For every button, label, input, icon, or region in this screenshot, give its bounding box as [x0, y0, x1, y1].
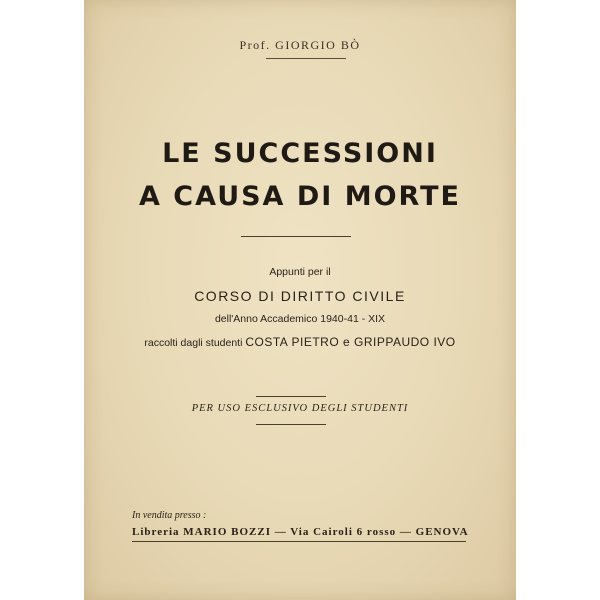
appunti-text: Appunti per il — [269, 266, 331, 278]
lower-rule — [256, 424, 326, 425]
collected-by — [84, 335, 516, 349]
academic-year: dell'Anno Accademico 1940-41 - XIX — [214, 313, 386, 325]
collected-by-prefix: raccolti dagli studenti — [144, 337, 246, 349]
course-title: CORSO DI DIRITTO CIVILE — [194, 288, 406, 304]
bookshop-address: Libreria MARIO BOZZI — Via Cairoli 6 rosso — GENOVA — [132, 526, 469, 538]
student-use-notice: PER USO ESCLUSIVO DEGLI STUDENTI — [191, 403, 409, 414]
title-line-2: A CAUSA DI MORTE — [139, 181, 461, 212]
bottom-rule — [132, 541, 466, 542]
author-underline — [266, 58, 346, 59]
student-names: COSTA PIETRO e GRIPPAUDO IVO — [245, 335, 456, 349]
book-cover — [84, 0, 516, 600]
upper-rule — [256, 396, 326, 397]
sale-label: In vendita presso : — [132, 510, 207, 521]
author-name: Prof. GIORGIO BÒ — [239, 38, 361, 52]
title-line-1: LE SUCCESSIONI — [162, 138, 438, 169]
divider-rule — [241, 236, 351, 237]
